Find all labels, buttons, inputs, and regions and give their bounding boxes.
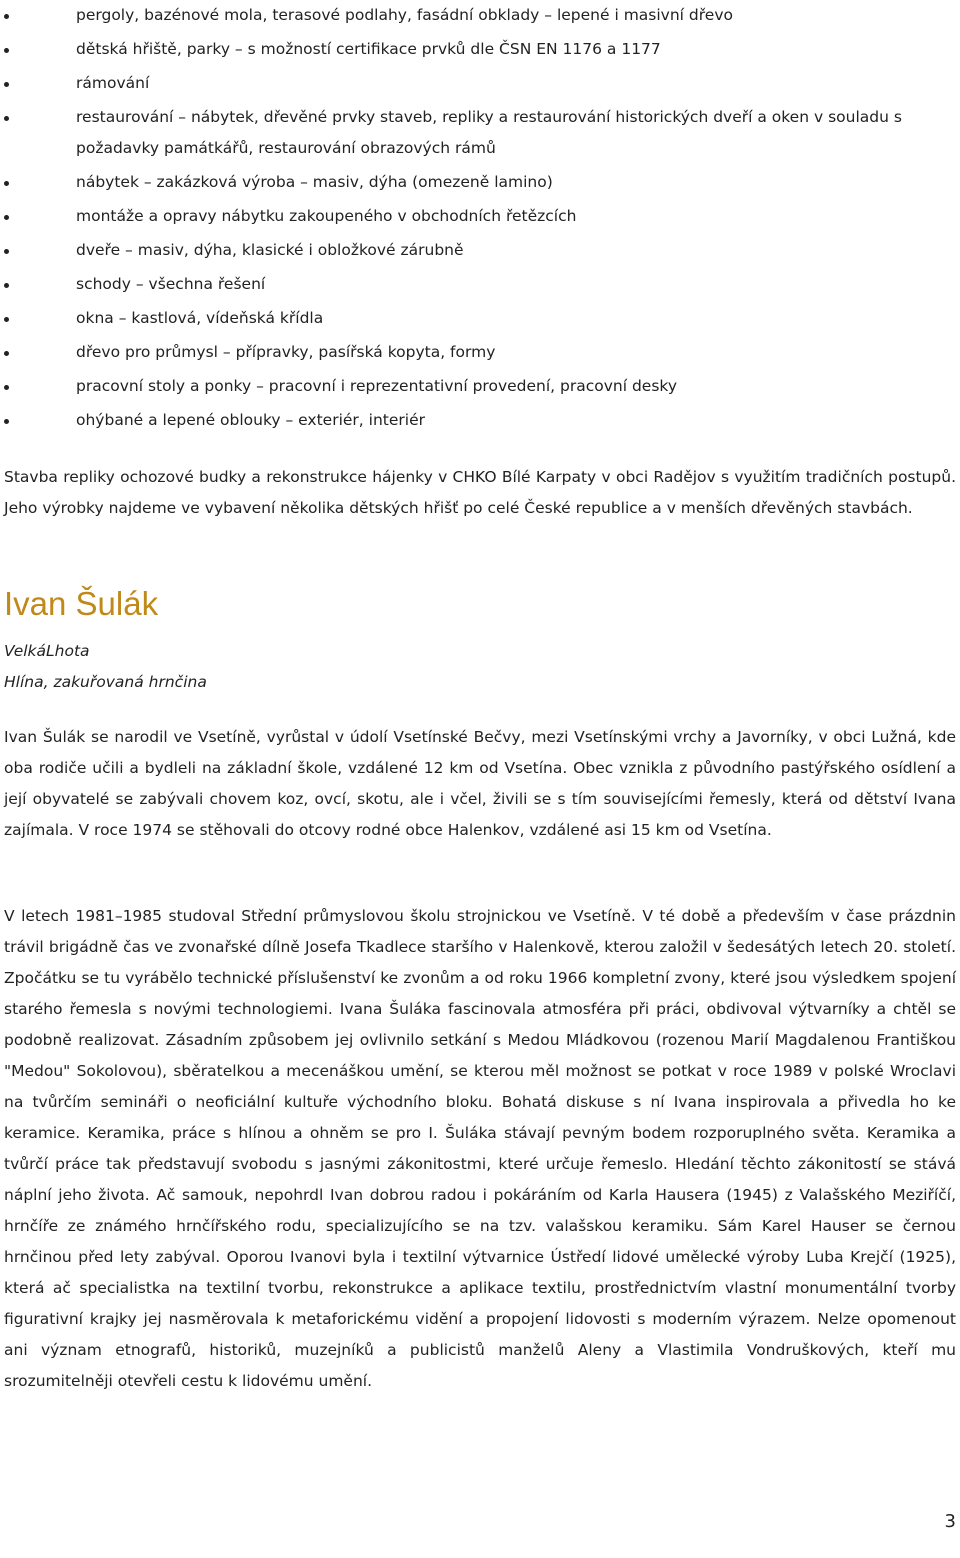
bullet-icon: [4, 82, 9, 87]
person-place: VelkáLhota: [4, 642, 90, 660]
list-item-text: montáže a opravy nábytku zakoupeného v obchodních řetězcích: [76, 207, 577, 225]
list-item: [0, 34, 960, 65]
bullet-icon: [4, 317, 9, 322]
list-item-text: dveře – masiv, dýha, klasické i obložkové zárubně: [76, 241, 464, 259]
list-item-text: schody – všechna řešení: [76, 275, 266, 293]
bio-paragraph-1: Ivan Šulák se narodil ve Vsetíně, vyrůstal v údolí Vsetínské Bečvy, mezi Vsetínskými vrchy a Javorníky, v obci Lužná, kde oba rodiče učili a bydleli na základní škole, vzdálené 12 km od Vsetína. Obec vznikla z původního pastýřského osídlení a její obyvatelé se zabývali chovem koz, ovcí, skotu, ale i včel, živili se s tím souvisejícími řemesly, která od dětství Ivana zajímala. V roce 1974 se stěhovali do otcovy rodné obce Halenkov, vzdálené asi 15 km od Vsetína.: [4, 728, 956, 839]
list-item: [0, 337, 960, 368]
service-list: [0, 0, 960, 439]
bullet-icon: [4, 283, 9, 288]
list-item-text: pracovní stoly a ponky – pracovní i reprezentativní provedení, pracovní desky: [76, 377, 678, 395]
list-item: [0, 269, 960, 300]
list-item: [0, 405, 960, 436]
person-name-heading: Ivan Šulák: [4, 585, 159, 622]
list-item: [0, 102, 960, 164]
bio-paragraph-2: V letech 1981–1985 studoval Střední průmyslovou školu strojnickou ve Vsetíně. V té době a především v čase prázdnin trávil brigádně čas ve zvonařské dílně Josefa Tkadlece staršího v Halenkově, kterou založil v šedesátých letech 20. století. Zpočátku se tu vyrábělo technické příslušenství ke zvonům a od roku 1966 kompletní zvony, které jsou výsledkem spojení starého řemesla s novými technologiemi. Ivana Šuláka fascinovala atmosféra při práci, obdivoval výtvarníky a chtěl se podobně realizovat. Zásadním způsobem jej ovlivnilo setkání s Medou Mládkovou (rozenou Marií Magdalenou Františkou "Medou" Sokolovou), sběratelkou a mecenáškou umění, se kterou měl možnost se potkat v roce 1989 v polské Wroclavi na tvůrčím semináři o neoficiální kultuře východního bloku. Bohatá diskuse s ní Ivana inspirovala a přivedla ho ke keramice. Keramika, práce s hlínou a ohněm se pro I. Šuláka stávají pevným bodem rozporuplného světa. Keramika a tvůrčí práce tak představují svobodu s jasnými zákonitostmi, které určuje řemeslo. Hledání těchto zákonitostí se stává náplní jeho života. Ač samouk, nepohrdl Ivan dobrou radou i pokáráním od Karla Hausera (1945) z Valašského Meziříčí, hrnčíře ze známého hrnčířského rodu, specializujícího se na tzv. valašskou keramiku. Sám Karel Hauser se černou hrnčinou před lety zabýval. Oporou Ivanovi byla i textilní výtvarnice Ústředí lidové umělecké výroby Luba Krejčí (1925), která ač specialistka na textilní tvorbu, rekonstrukce a aplikace textilu, prostřednictvím vlastní monumentální tvorby figurativní krajky jej nasměrovala k metaforickému vidění a propojení lidovosti s moderním výrazem. Nelze opomenout ani význam etnografů, historiků, muzejníků a publicistů manželů Aleny a Vlastimila Vondruškových, kteří mu srozumitelněji otevřeli cestu k lidovému umění.: [4, 907, 956, 1390]
list-item-text: dětská hřiště, parky – s možností certifikace prvků dle ČSN EN 1176 a 1177: [76, 40, 661, 58]
bullet-icon: [4, 181, 9, 186]
list-item-text: okna – kastlová, vídeňská křídla: [76, 309, 324, 327]
list-item: [0, 303, 960, 334]
list-item-text: pergoly, bazénové mola, terasové podlahy, fasádní obklady – lepené i masivní dřevo: [76, 6, 733, 24]
list-item-text: restaurování – nábytek, dřevěné prvky staveb, repliky a restaurování historických dveří a oken v souladu s požadavky památkářů, restaurování obrazových rámů: [76, 108, 902, 157]
bullet-icon: [4, 116, 9, 121]
bullet-icon: [4, 14, 9, 19]
bullet-icon: [4, 351, 9, 356]
bullet-icon: [4, 249, 9, 254]
list-item-text: dřevo pro průmysl – přípravky, pasířská kopyta, formy: [76, 343, 496, 361]
person-material: Hlína, zakuřovaná hrnčina: [4, 673, 207, 691]
list-item-text: nábytek – zakázková výroba – masiv, dýha (omezeně lamino): [76, 173, 553, 191]
bullet-icon: [4, 48, 9, 53]
list-item: [0, 167, 960, 198]
intro-paragraph: Stavba repliky ochozové budky a rekonstrukce hájenky v CHKO Bílé Karpaty v obci Radějov s využitím tradičních postupů. Jeho výrobky najdeme ve vybavení několika dětských hřišť po celé České republice a v menších dřevěných stavbách.: [4, 468, 956, 517]
bullet-icon: [4, 215, 9, 220]
list-item-text: ohýbané a lepené oblouky – exteriér, interiér: [76, 411, 425, 429]
list-item: [0, 0, 960, 31]
list-item: [0, 371, 960, 402]
bullet-icon: [4, 419, 9, 424]
list-item-text: rámování: [76, 74, 150, 92]
bullet-icon: [4, 385, 9, 390]
list-item: [0, 201, 960, 232]
list-item: [0, 235, 960, 266]
page-number: 3: [944, 1511, 956, 1532]
list-item: [0, 68, 960, 99]
